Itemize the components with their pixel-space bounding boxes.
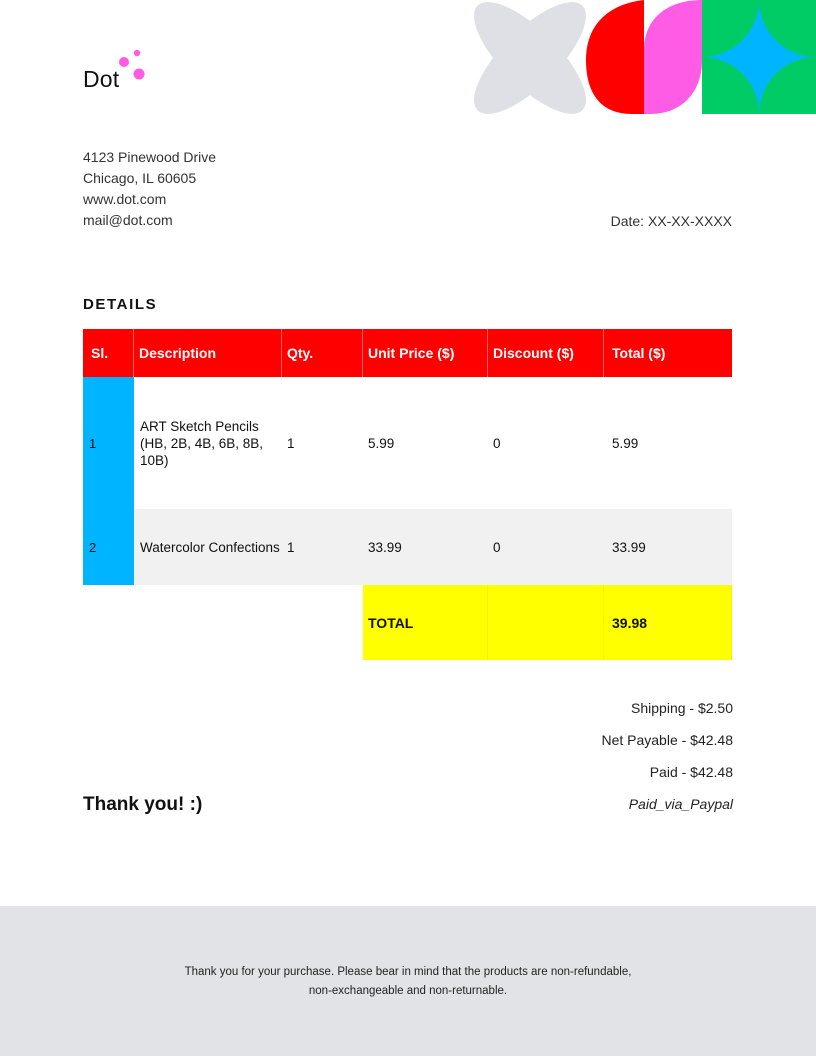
row-total: 5.99: [612, 435, 639, 451]
table-row: [83, 377, 732, 509]
row-sl: 2: [83, 509, 134, 585]
shipping-line: Shipping - $2.50: [631, 700, 733, 716]
row-qty: 1: [287, 435, 295, 451]
paid-via-line: Paid_via_Paypal: [628, 796, 733, 812]
footer-note: [0, 963, 816, 1001]
col-header-total: Total ($): [604, 329, 732, 377]
street-address: 4123 Pinewood Drive: [83, 149, 217, 165]
row-discount: 0: [488, 509, 604, 585]
decorative-graphic: [468, 0, 816, 118]
blank-cell: [83, 585, 134, 660]
paid-line: Paid - $42.48: [649, 764, 733, 780]
row-description: Watercolor Confections: [134, 509, 282, 585]
row-unit-price: 5.99: [368, 435, 395, 451]
gray-x-shape: [468, 0, 602, 118]
invoice-date: Date: XX-XX-XXXX: [610, 213, 732, 229]
col-header-discount: Discount ($): [488, 329, 604, 377]
row-discount: 0: [493, 435, 501, 451]
email-link[interactable]: mail@dot.com: [83, 212, 173, 228]
col-header-description: Description: [134, 329, 282, 377]
total-label: TOTAL: [363, 585, 488, 660]
row-qty: 1: [282, 509, 363, 585]
website-link[interactable]: www.dot.com: [83, 191, 167, 207]
brand-dot-mid: [119, 57, 129, 67]
footer-note-line-1: Thank you for your purchase. Please bear in mind that the products are non-refundable,: [184, 966, 632, 978]
net-payable-line: Net Payable - $42.48: [601, 732, 733, 748]
brand-dot-small: [134, 50, 140, 56]
row-description: ART Sketch Pencils (HB, 2B, 4B, 6B, 8B, 10B): [140, 418, 264, 468]
col-header-unit-price: Unit Price ($): [363, 329, 488, 377]
footer: [0, 906, 816, 1056]
city-address: Chicago, IL 60605: [83, 170, 197, 186]
row-total: 33.99: [604, 509, 732, 585]
contact-block: [83, 147, 216, 231]
details-heading: DETAILS: [83, 296, 158, 313]
magenta-petal-shape: [644, 0, 702, 114]
payment-summary: [601, 698, 733, 826]
brand-logo-text: Dot: [83, 66, 120, 92]
brand-dot-large: [134, 69, 145, 80]
red-petal-shape: [586, 0, 644, 114]
thank-you-text: Thank you! :): [83, 794, 203, 815]
footer-note-line-2: non-exchangeable and non-returnable.: [308, 985, 508, 997]
blank-cell: [282, 585, 363, 660]
invoice-table: [83, 329, 732, 660]
col-header-qty: Qty.: [282, 329, 363, 377]
col-header-sl: Sl.: [83, 329, 134, 377]
blank-cell: [134, 585, 282, 660]
row-unit-price: 33.99: [363, 509, 488, 585]
total-spacer: [488, 585, 604, 660]
table-row: [83, 509, 732, 585]
brand-dots-icon: [118, 48, 150, 82]
row-sl: 1: [83, 377, 134, 509]
table-total-row: [83, 585, 732, 660]
table-header-row: [83, 329, 732, 377]
total-value: 39.98: [604, 585, 732, 660]
